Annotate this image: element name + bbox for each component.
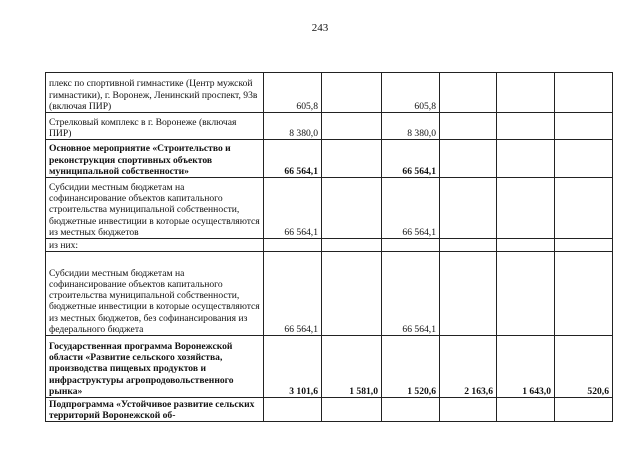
table-row (46, 239, 613, 252)
value-col-6 (555, 398, 613, 422)
row-name: Основное мероприятие «Строительство и реконструкция спортивных объектов муниципальной собственности» (46, 140, 264, 178)
value-col-2 (322, 239, 382, 252)
value-col-1: 605,8 (264, 73, 322, 113)
value-col-5 (497, 252, 555, 336)
value-col-4 (440, 113, 497, 140)
row-name: плекс по спортивной гимнастике (Центр мужской гимнастики), г. Воронеж, Ленинский проспект, 93в (включая ПИР) (46, 73, 264, 113)
row-name: Подпрограмма «Устойчивое развитие сельских территорий Воронежской об- (46, 398, 264, 422)
value-col-2: 1 581,0 (322, 336, 382, 398)
table-row (46, 140, 613, 178)
value-col-6 (555, 140, 613, 178)
value-col-2 (322, 178, 382, 239)
value-col-3: 66 564,1 (382, 140, 440, 178)
value-col-5 (497, 239, 555, 252)
value-col-5 (497, 140, 555, 178)
table-row (46, 113, 613, 140)
value-col-3: 1 520,6 (382, 336, 440, 398)
value-col-4 (440, 252, 497, 336)
row-name: из них: (46, 239, 264, 252)
value-col-3: 66 564,1 (382, 178, 440, 239)
value-col-2 (322, 73, 382, 113)
value-col-4 (440, 73, 497, 113)
value-col-5 (497, 178, 555, 239)
value-col-2 (322, 140, 382, 178)
value-col-5 (497, 113, 555, 140)
row-name: Государственная программа Воронежской области «Развитие сельского хозяйства, производства пищевых продуктов и инфраструктуры агропродовольственного рынка» (46, 336, 264, 398)
value-col-3 (382, 398, 440, 422)
value-col-1: 66 564,1 (264, 252, 322, 336)
value-col-1 (264, 398, 322, 422)
value-col-3: 66 564,1 (382, 252, 440, 336)
value-col-4: 2 163,6 (440, 336, 497, 398)
value-col-2 (322, 113, 382, 140)
value-col-6 (555, 73, 613, 113)
table-row (46, 398, 613, 422)
value-col-2 (322, 252, 382, 336)
page-number: 243 (311, 22, 329, 34)
value-col-6 (555, 252, 613, 336)
value-col-6 (555, 113, 613, 140)
value-col-3: 8 380,0 (382, 113, 440, 140)
value-col-5 (497, 398, 555, 422)
budget-table (45, 72, 613, 422)
value-col-5 (497, 73, 555, 113)
table-row (46, 73, 613, 113)
value-col-3 (382, 239, 440, 252)
table-row (46, 178, 613, 239)
value-col-4 (440, 140, 497, 178)
value-col-3: 605,8 (382, 73, 440, 113)
value-col-1: 3 101,6 (264, 336, 322, 398)
value-col-4 (440, 239, 497, 252)
value-col-5: 1 643,0 (497, 336, 555, 398)
value-col-2 (322, 398, 382, 422)
row-name: Субсидии местным бюджетам на софинансирование объектов капитального строительства муниципальной собственности, бюджетные инвестиции в которые осуществляются из местных бюджетов, без софинансирования из федерального бюджета (46, 252, 264, 336)
value-col-6 (555, 239, 613, 252)
value-col-6: 520,6 (555, 336, 613, 398)
value-col-6 (555, 178, 613, 239)
value-col-1: 8 380,0 (264, 113, 322, 140)
value-col-1: 66 564,1 (264, 140, 322, 178)
row-name: Стрелковый комплекс в г. Воронеже (включая ПИР) (46, 113, 264, 140)
value-col-1: 66 564,1 (264, 178, 322, 239)
table-row (46, 252, 613, 336)
value-col-4 (440, 398, 497, 422)
row-name: Субсидии местным бюджетам на софинансирование объектов капитального строительства муниципальной собственности, бюджетные инвестиции в которые осуществляются из местных бюджетов (46, 178, 264, 239)
table-row (46, 336, 613, 398)
value-col-4 (440, 178, 497, 239)
value-col-1 (264, 239, 322, 252)
